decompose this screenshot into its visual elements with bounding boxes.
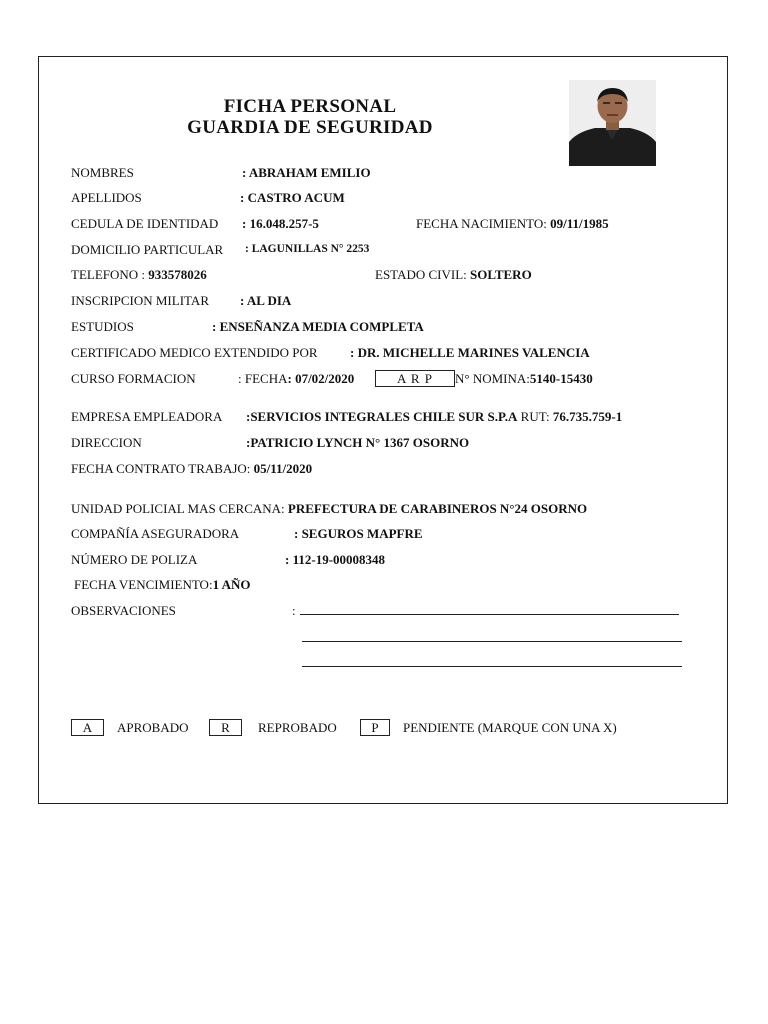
contrato — [71, 461, 312, 477]
empresa-value: :SERVICIOS INTEGRALES CHILE SUR S.P.A — [246, 409, 518, 424]
observaciones-line-1[interactable] — [300, 614, 679, 615]
telefono — [71, 267, 207, 283]
direccion-label: DIRECCION — [71, 435, 142, 450]
nomina — [455, 371, 593, 387]
curso-arp-box: A R P — [375, 370, 455, 387]
aprobado-label: APROBADO — [117, 720, 189, 735]
curso-fecha-label: : FECHA — [238, 371, 288, 386]
observaciones-line-2[interactable] — [302, 641, 682, 642]
nombres-value: : ABRAHAM EMILIO — [242, 165, 371, 180]
fecha-nacimiento — [416, 216, 609, 232]
estudios-value: : ENSEÑANZA MEDIA COMPLETA — [212, 319, 424, 334]
box-pendiente[interactable]: P — [360, 719, 390, 736]
cedula-label: CEDULA DE IDENTIDAD — [71, 216, 219, 231]
empresa-rut — [246, 409, 622, 425]
pendiente-label: PENDIENTE (MARQUE CON UNA X) — [403, 720, 617, 735]
document-title: FICHA PERSONAL — [223, 96, 397, 117]
certificado-label: CERTIFICADO MEDICO EXTENDIDO POR — [71, 345, 318, 360]
box-aprobado-wrap — [71, 719, 104, 736]
rut-label: RUT: — [517, 409, 553, 424]
curso-fecha — [238, 371, 354, 387]
estudios-label: ESTUDIOS — [71, 319, 134, 334]
domicilio-label: DOMICILIO PARTICULAR — [71, 242, 224, 257]
inscripcion-label: INSCRIPCION MILITAR — [71, 293, 209, 308]
rut-value: 76.735.759-1 — [552, 409, 623, 424]
document-subtitle: GUARDIA DE SEGURIDAD — [187, 117, 433, 138]
vencimiento-label: FECHA VENCIMIENTO: — [74, 577, 213, 592]
unidad-value: PREFECTURA DE CARABINEROS N°24 OSORNO — [287, 501, 588, 516]
observaciones-colon: : — [292, 603, 296, 618]
direccion-value: :PATRICIO LYNCH N° 1367 OSORNO — [246, 435, 470, 450]
nomina-label: N° NOMINA: — [455, 371, 530, 386]
inscripcion-value: : AL DIA — [240, 293, 292, 308]
certificado-value: : DR. MICHELLE MARINES VALENCIA — [350, 345, 590, 360]
box-pendiente-wrap — [360, 719, 390, 736]
telefono-value: 933578026 — [148, 267, 207, 282]
unidad-label: UNIDAD POLICIAL MAS CERCANA: — [71, 501, 288, 516]
curso-arp-box-wrap — [375, 370, 455, 387]
poliza-label: NÚMERO DE POLIZA — [71, 552, 198, 567]
nomina-value: 5140-15430 — [529, 371, 593, 386]
nacimiento-label: FECHA NACIMIENTO: — [416, 216, 551, 231]
curso-fecha-value: : 07/02/2020 — [287, 371, 355, 386]
vencimiento — [74, 577, 250, 593]
apellidos-label: APELLIDOS — [71, 190, 142, 205]
telefono-label: TELEFONO : — [71, 267, 149, 282]
box-reprobado[interactable]: R — [209, 719, 242, 736]
nombres-label: NOMBRES — [71, 165, 134, 180]
box-reprobado-wrap — [209, 719, 242, 736]
person-photo-icon — [569, 80, 656, 166]
empresa-label: EMPRESA EMPLEADORA — [71, 409, 223, 424]
apellidos-value: : CASTRO ACUM — [240, 190, 345, 205]
contrato-value: 05/11/2020 — [253, 461, 313, 476]
aseguradora-label: COMPAÑÍA ASEGURADORA — [71, 526, 240, 541]
reprobado-label: REPROBADO — [258, 720, 337, 735]
contrato-label: FECHA CONTRATO TRABAJO: — [71, 461, 254, 476]
aseguradora-value: : SEGUROS MAPFRE — [294, 526, 423, 541]
poliza-value: : 112-19-00008348 — [285, 552, 386, 567]
domicilio-value: : LAGUNILLAS N° 2253 — [245, 243, 370, 255]
unidad-policial — [71, 501, 587, 517]
observaciones-line-3[interactable] — [302, 666, 682, 667]
estado-civil-label: ESTADO CIVIL: — [375, 267, 471, 282]
observaciones-label: OBSERVACIONES — [71, 603, 176, 618]
box-aprobado[interactable]: A — [71, 719, 104, 736]
vencimiento-value: 1 AÑO — [212, 577, 251, 592]
cedula-value: : 16.048.257-5 — [242, 216, 319, 231]
estado-civil-value: SOLTERO — [470, 267, 532, 282]
curso-label: CURSO FORMACION — [71, 371, 196, 386]
document-frame — [38, 56, 728, 804]
nacimiento-value: 09/11/1985 — [550, 216, 609, 231]
estado-civil — [375, 267, 532, 283]
